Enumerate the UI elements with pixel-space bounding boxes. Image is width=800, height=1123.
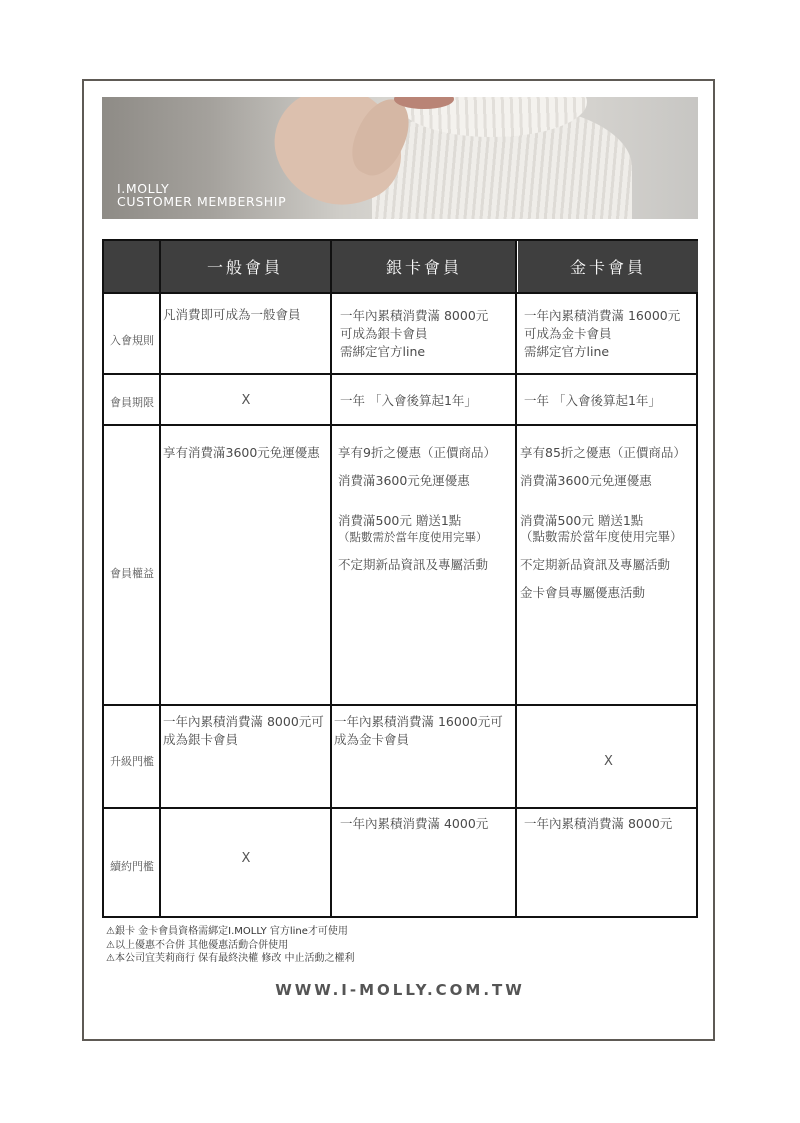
grid-line (104, 704, 696, 706)
join-gold-line: 可成為金卡會員 (524, 326, 612, 341)
banner-image (102, 97, 698, 219)
join-general (163, 307, 328, 323)
renew-gold: 一年內累積消費滿 8000元 (524, 816, 673, 831)
row-label-join: 入會規則 (110, 334, 154, 347)
header-general: 一般會員 (160, 241, 330, 292)
header-gold: 金卡會員 (518, 241, 698, 292)
row-label-upgrade: 升級門檻 (110, 755, 154, 768)
benefit-item: 消費滿3600元免運優惠 (520, 473, 652, 488)
grid-line (104, 424, 696, 426)
grid-line (330, 241, 332, 916)
join-gold-line: 一年內累積消費滿 16000元 (524, 308, 681, 323)
benefit-item: 不定期新品資訊及專屬活動 (338, 557, 489, 572)
grid-line (104, 807, 696, 809)
note-line: ⚠以上優惠不合併 其他優惠活動合併使用 (106, 939, 289, 951)
join-gold (524, 307, 700, 361)
benefit-item: 消費滿500元 贈送1點 (520, 513, 644, 528)
benefits-gold (520, 445, 698, 601)
benefit-item: （點數需於當年度使用完畢） (338, 530, 488, 544)
benefit-item: 金卡會員專屬優惠活動 (520, 585, 646, 600)
row-label-benefits: 會員權益 (110, 567, 154, 580)
benefits-silver (338, 445, 514, 573)
period-gold: 一年 「入會後算起1年」 (524, 393, 661, 408)
banner-title (117, 182, 286, 208)
upgrade-general: 一年內累積消費滿 8000元可成為銀卡會員 (163, 714, 324, 747)
benefits-general: 享有消費滿3600元免運優惠 (163, 445, 320, 460)
row-label-renew: 續約門檻 (110, 860, 154, 873)
benefit-item: 消費滿500元 贈送1點 (338, 513, 462, 528)
join-general-line: 凡消費即可成為一般會員 (163, 307, 301, 322)
benefit-item: （點數需於當年度使用完畢） (520, 529, 683, 544)
upgrade-silver: 一年內累積消費滿 16000元可成為金卡會員 (334, 714, 503, 747)
upgrade-gold: X (604, 754, 613, 769)
join-silver-line: 可成為銀卡會員 (340, 326, 428, 341)
period-silver: 一年 「入會後算起1年」 (340, 393, 477, 408)
benefit-item: 消費滿3600元免運優惠 (338, 473, 470, 488)
header-silver: 銀卡會員 (332, 241, 516, 292)
join-silver (340, 307, 512, 361)
website-link[interactable]: WWW.I-MOLLY.COM.TW (275, 981, 525, 999)
note-line: ⚠銀卡 金卡會員資格需綁定I.MOLLY 官方line才可使用 (106, 926, 348, 937)
benefit-item: 享有85折之優惠（正價商品） (520, 445, 686, 460)
grid-line (515, 241, 517, 916)
grid-line (104, 292, 696, 294)
join-gold-line: 需綁定官方line (524, 344, 610, 359)
row-label-period: 會員期限 (110, 396, 154, 409)
grid-line (104, 373, 696, 375)
renew-general: X (241, 851, 251, 866)
header-corner (104, 241, 160, 292)
join-silver-line: 需綁定官方line (340, 344, 426, 359)
benefit-item: 享有9折之優惠（正價商品） (338, 445, 496, 460)
renew-silver: 一年內累積消費滿 4000元 (340, 816, 489, 831)
banner-subtitle: CUSTOMER MEMBERSHIP (117, 194, 287, 209)
note-line: ⚠本公司宜芙莉商行 保有最終決權 修改 中止活動之權利 (106, 953, 355, 964)
notes (106, 925, 355, 966)
period-general: X (241, 393, 251, 408)
benefit-item: 不定期新品資訊及專屬活動 (520, 557, 671, 572)
join-silver-line: 一年內累積消費滿 8000元 (340, 308, 489, 323)
membership-table (102, 239, 698, 918)
banner-brand: I.MOLLY (117, 181, 170, 196)
